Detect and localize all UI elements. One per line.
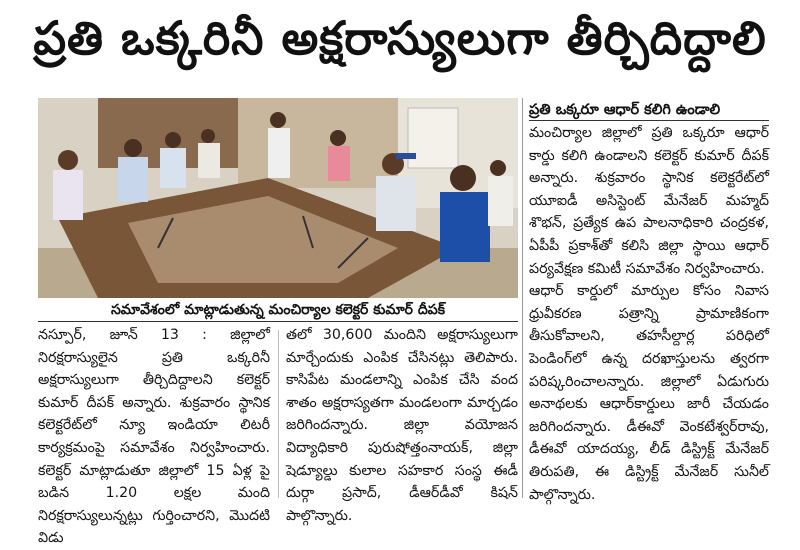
side-headline-rule	[529, 120, 769, 121]
main-story-text-1: నస్పూర్, జూన్ 13 : జిల్లాలో నిరక్షరాస్యులైన ప్రతి ఒక్కరినీ అక్షరాస్యులుగా తీర్చిదిద్దాలని కలెక్టర్ కుమార్ దీపక్ అన్నారు. శుక్రవారం స్థానిక కలెక్టరేట్‌లో న్యూ ఇండియా లిటరీ కార్యక్రమంపై సమావేశం నిర్వహించారు. కలెక్టర్ మాట్లాడుతూ జిల్లాలో 15 ఏళ్ల పై బడిన 1.20 లక్షల మంది నిరక్షరాస్యులున్నట్లు గుర్తించారని, మొదటి విడు	[38, 327, 270, 547]
headline: ప్రతి ఒక్కరినీ అక్షరాస్యులుగా తీర్చిదిద్దాలి	[33, 11, 767, 65]
main-story-column-1	[38, 324, 270, 550]
photo-caption: సమావేశంలో మాట్లాడుతున్న మంచిర్యాల కలెక్టర్ కుమార్ దీపక్	[110, 302, 446, 318]
main-story-text-2: తలో 30,600 మందిని అక్షరాస్యులుగా మార్చేందుకు ఎంపిక చేసినట్లు తెలిపారు. కాసిపేట మండలాన్ని ఎంపిక చేసి వంద శాతం అక్షరాస్యతగా మండలంగా మార్చడం జరిగిందన్నారు. జిల్లా వయోజన విద్యాధికారి పురుషోత్తంనాయక్, జిల్లా షెడ్యూల్డు కులాల సహకార సంస్థ ఈడీ దుర్గా ప్రసాద్, డీఆర్‌డీవో కిషన్ పాల్గొన్నారు.	[286, 327, 518, 524]
side-story-paragraph-1: మంచిర్యాల జిల్లాలో ప్రతి ఒక్కరూ ఆధార్ కార్డు కలిగి ఉండాలని కలెక్టర్ కుమార్ దీపక్ అన్నారు. శుక్రవారం స్థానిక కలెక్టరేట్‌లో యూఐడీ అసిస్టెంట్ మేనేజర్ మహ్మద్ శొభన్, ప్రత్యేక ఉప పాలనాధికారి చంద్రకళ, ఏపీపీ ప్రకాశ్‌తో కలిసి జిల్లా స్థాయి ఆధార్ పర్యవేక్షణ కమిటీ సమావేశం నిర్వహించారు.	[529, 125, 769, 277]
side-story-headline: ప్రతి ఒక్కరూ ఆధార్ కలిగి ఉండాలి	[529, 102, 721, 118]
column-divider	[278, 330, 279, 498]
caption-divider	[38, 321, 518, 322]
side-story-paragraph-2: ఆధార్ కార్డులో మార్పుల కోసం నివాస ధ్రువీకరణ పత్రాన్ని ప్రామాణికంగా తీసుకోవాలని, తహసీల్దార్ల పరిధిలో పెండింగ్‌లో ఉన్న దరఖాస్తులను త్వరగా పరిష్కరించాలన్నారు. జిల్లాలో ఏడుగురు అనాథలకు ఆధార్‌కార్డులు జారీ చేయడం జరిగిందన్నారు. డీఈవో వెంకటేశ్వర్‌రావు, డీఈవో యాదయ్య, లీడ్ డిస్ట్రిక్ట్ మేనేజర్ తిరుపతి, ఈ డిస్ట్రిక్ట్ మేనేజర్ సునీల్ పాల్గొన్నారు.	[529, 283, 769, 503]
meeting-photo	[38, 98, 518, 298]
main-story-column-2	[286, 324, 518, 527]
side-story-column	[529, 122, 769, 506]
section-divider	[522, 98, 523, 498]
